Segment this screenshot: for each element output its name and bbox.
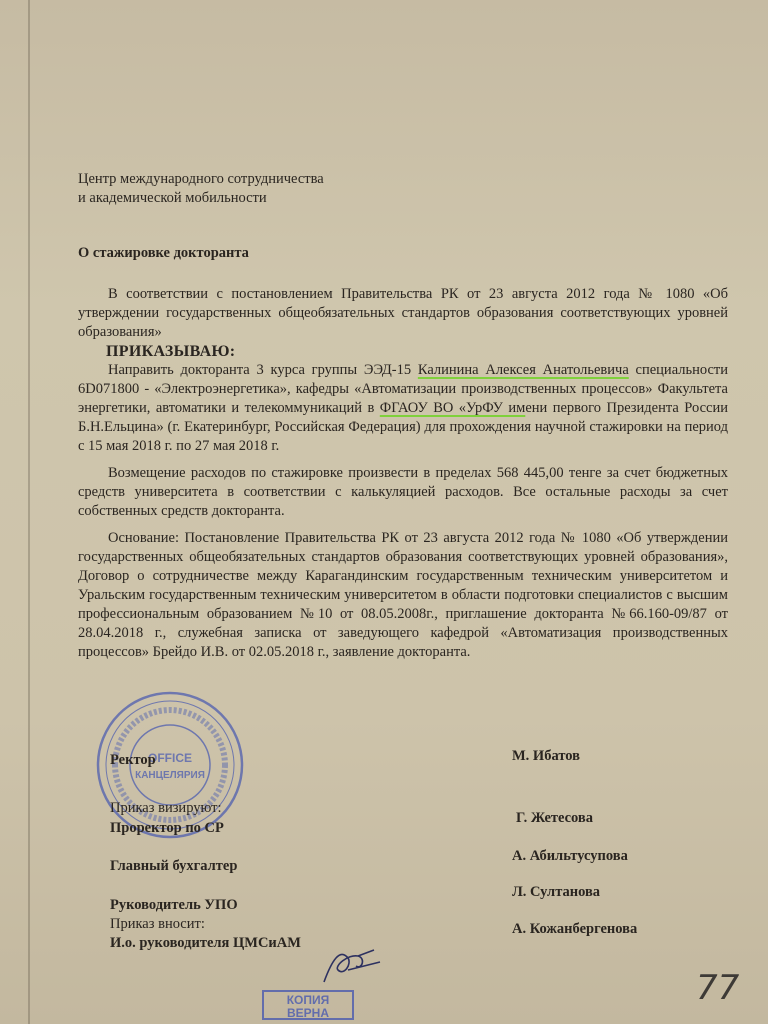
host-organization: ФГАОУ ВО «УрФУ им: [379, 400, 526, 416]
prorector-name: Г. Жетесова: [516, 810, 594, 826]
copy-stamp-line-1: КОПИЯ: [286, 993, 330, 1007]
handwritten-signature: [318, 940, 388, 990]
rector-name: М. Ибатов: [512, 748, 580, 764]
department-header: [78, 170, 728, 208]
cmsiam-label: И.о. руководителя ЦМСиАМ: [110, 935, 301, 951]
page-fold-shadow: [28, 0, 30, 1024]
basis-paragraph: Основание: Постановление Правительства РК от 23 августа 2012 года № 1080 «Об утверждении государственных общеобязательных стандартов образования соответствующих уровней образования», Договор о сотрудничестве между Карагандинским государственным техническим университетом и Уральским государственным техническим университетом в области подготовки специалистов с высшим профессиональным образованием №10 от 08.05.2008г., приглашение докторанта №66.160-09/87 от 28.04.2018 г., служебная записка от заведующего кафедрой «Автоматизация производственных процессов» Брейдо И.В. от 02.05.2018 г., заявление докторанта.: [78, 530, 728, 660]
order-directive-paragraph: [78, 361, 728, 456]
directive-suffix: ени первого Президента России Б.Н.Ельцина» (г. Екатеринбург, Российская Федерация) для прохождения научной стажировки на период с 15 мая 2018 г. по 27 мая 2018 г.: [78, 400, 728, 454]
accountant-label: Главный бухгалтер: [110, 858, 238, 874]
stamp-chancellery-text: КАНЦЕЛЯРИЯ: [135, 770, 205, 781]
directive-prefix: Направить докторанта 3 курса группы ЭЭД-15: [108, 362, 418, 378]
page-number: 77: [696, 968, 740, 1008]
upo-label: Руководитель УПО: [110, 897, 238, 913]
preamble-paragraph: В соответствии с постановлением Правительства РК от 23 августа 2012 года № 1080 «Об утверждении государственных общеобязательных стандартов образования соответствующих уровней образования»: [78, 286, 728, 340]
copy-certified-stamp: [262, 990, 354, 1020]
cmsiam-name: А. Кожанбергенова: [512, 921, 638, 937]
visas-label: Приказ визируют:: [110, 800, 222, 816]
doctoral-student-name: Калинина Алексея Анатольевича: [417, 362, 629, 378]
prorector-label: Проректор по СР: [110, 820, 224, 836]
document-body: [78, 170, 728, 662]
order-keyword: ПРИКАЗЫВАЮ:: [106, 343, 236, 360]
submits-label: Приказ вносит:: [110, 916, 205, 932]
rector-label: Ректор: [110, 752, 156, 768]
stamp-office-text: OFFICE: [148, 751, 192, 765]
upo-name: Л. Султанова: [512, 884, 601, 900]
order-subject: О стажировке докторанта: [78, 245, 249, 261]
department-line-2: и академической мобильности: [78, 190, 267, 206]
copy-stamp-line-2: ВЕРНА: [286, 1006, 329, 1020]
directive-middle: специальности 6D071800 - «Электроэнергетика», кафедры «Автоматизации производственных процессов» Факультета энергетики, автоматики и телекоммуникаций в: [78, 362, 729, 416]
expenses-paragraph: Возмещение расходов по стажировке произвести в пределах 568 445,00 тенге за счет бюджетных средств университета в соответствии с калькуляцией расходов. Все остальные расходы за счет собственных средств докторанта.: [78, 465, 728, 519]
accountant-name: А. Абильтусупова: [512, 848, 628, 864]
department-line-1: Центр международного сотрудничества: [78, 171, 324, 187]
